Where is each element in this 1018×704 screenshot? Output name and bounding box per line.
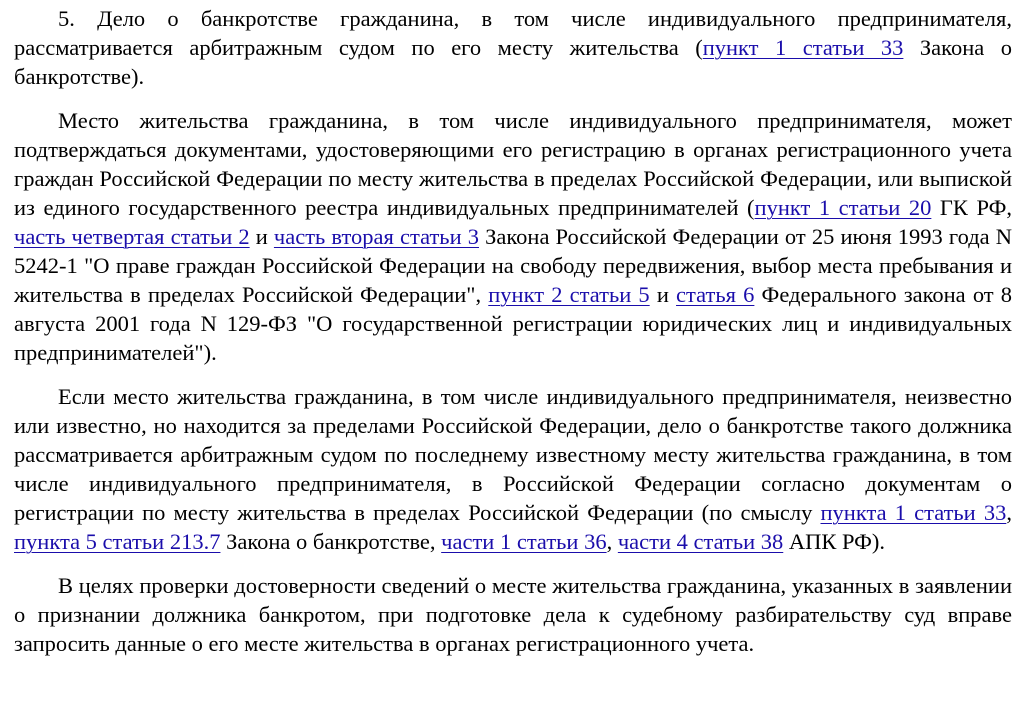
paragraph-text: и bbox=[249, 224, 274, 249]
paragraph-text: Закона Российской Федерации от 25 июня 1993 года N 5242-1 "О праве граждан Российской Федерации на свободу передвижения, выбор места пребывания и жительства в пределах Российской Федерации", bbox=[14, 224, 1013, 307]
paragraph-data-request bbox=[14, 571, 1012, 658]
paragraph-text: и bbox=[649, 282, 677, 307]
paragraph-court-jurisdiction bbox=[14, 4, 1012, 91]
paragraph-text: В целях проверки достоверности сведений о месте жительства гражданина, указанных в заявлении о признании должника банкротом, при подготовке дела к судебному разбирательству суд вправе запросить данные о его месте жительства в органах регистрационного учета. bbox=[14, 573, 1012, 656]
paragraph-text: Место жительства гражданина, в том числе индивидуального предпринимателя, может подтверждаться документами, удостоверяющими его регистрацию в органах регистрационного учета граждан Российской Федерации по месту жительства в пределах Российской Федерации, или выпиской из единого государственного реестра индивидуальных предпринимателей ( bbox=[14, 108, 1012, 220]
paragraph-residence-confirmation bbox=[14, 106, 1012, 367]
link-bankruptcy-law-art33-p1[interactable]: пункт 1 статьи 33 bbox=[702, 35, 904, 60]
link-bankruptcy-law-art213-7-p5[interactable]: пункта 5 статьи 213.7 bbox=[14, 529, 221, 554]
paragraph-text: АПК РФ). bbox=[783, 529, 886, 554]
link-law129-art5-p2[interactable]: пункт 2 статьи 5 bbox=[488, 282, 650, 307]
paragraph-text: ГК РФ, bbox=[931, 195, 1012, 220]
paragraph-text: , bbox=[606, 529, 618, 554]
paragraph-text: 5. Дело о банкротстве гражданина, в том числе индивидуального предпринимателя, рассматривается арбитражным судом по его месту жительства ( bbox=[14, 6, 1012, 60]
paragraph-text: Закона о банкротстве). bbox=[14, 35, 1012, 89]
paragraph-text: Закона о банкротстве, bbox=[220, 529, 442, 554]
link-law129-art6[interactable]: статья 6 bbox=[676, 282, 755, 307]
link-apk-art38-part4[interactable]: части 4 статьи 38 bbox=[617, 529, 784, 554]
link-civil-code-art20-p1[interactable]: пункт 1 статьи 20 bbox=[754, 195, 932, 220]
paragraph-unknown-residence bbox=[14, 382, 1012, 556]
link-law5242-art2-part4[interactable]: часть четвертая статьи 2 bbox=[14, 224, 250, 249]
paragraph-text: Федерального закона от 8 августа 2001 года N 129-ФЗ "О государственной регистрации юридических лиц и индивидуальных предпринимателей"). bbox=[14, 282, 1013, 365]
link-law5242-art3-part2[interactable]: часть вторая статьи 3 bbox=[273, 224, 479, 249]
paragraph-text: Если место жительства гражданина, в том числе индивидуального предпринимателя, неизвестно или известно, но находится за пределами Российской Федерации, дело о банкротстве такого должника рассматривается арбитражным судом по последнему известному месту жительства гражданина, в том числе индивидуального предпринимателя, в Российской Федерации согласно документам о регистрации по месту жительства в пределах Российской Федерации (по смыслу bbox=[14, 384, 1012, 525]
paragraph-text: , bbox=[1006, 500, 1012, 525]
link-apk-art36-part1[interactable]: части 1 статьи 36 bbox=[441, 529, 607, 554]
link-bankruptcy-law-art33-p1-b[interactable]: пункта 1 статьи 33 bbox=[820, 500, 1007, 525]
